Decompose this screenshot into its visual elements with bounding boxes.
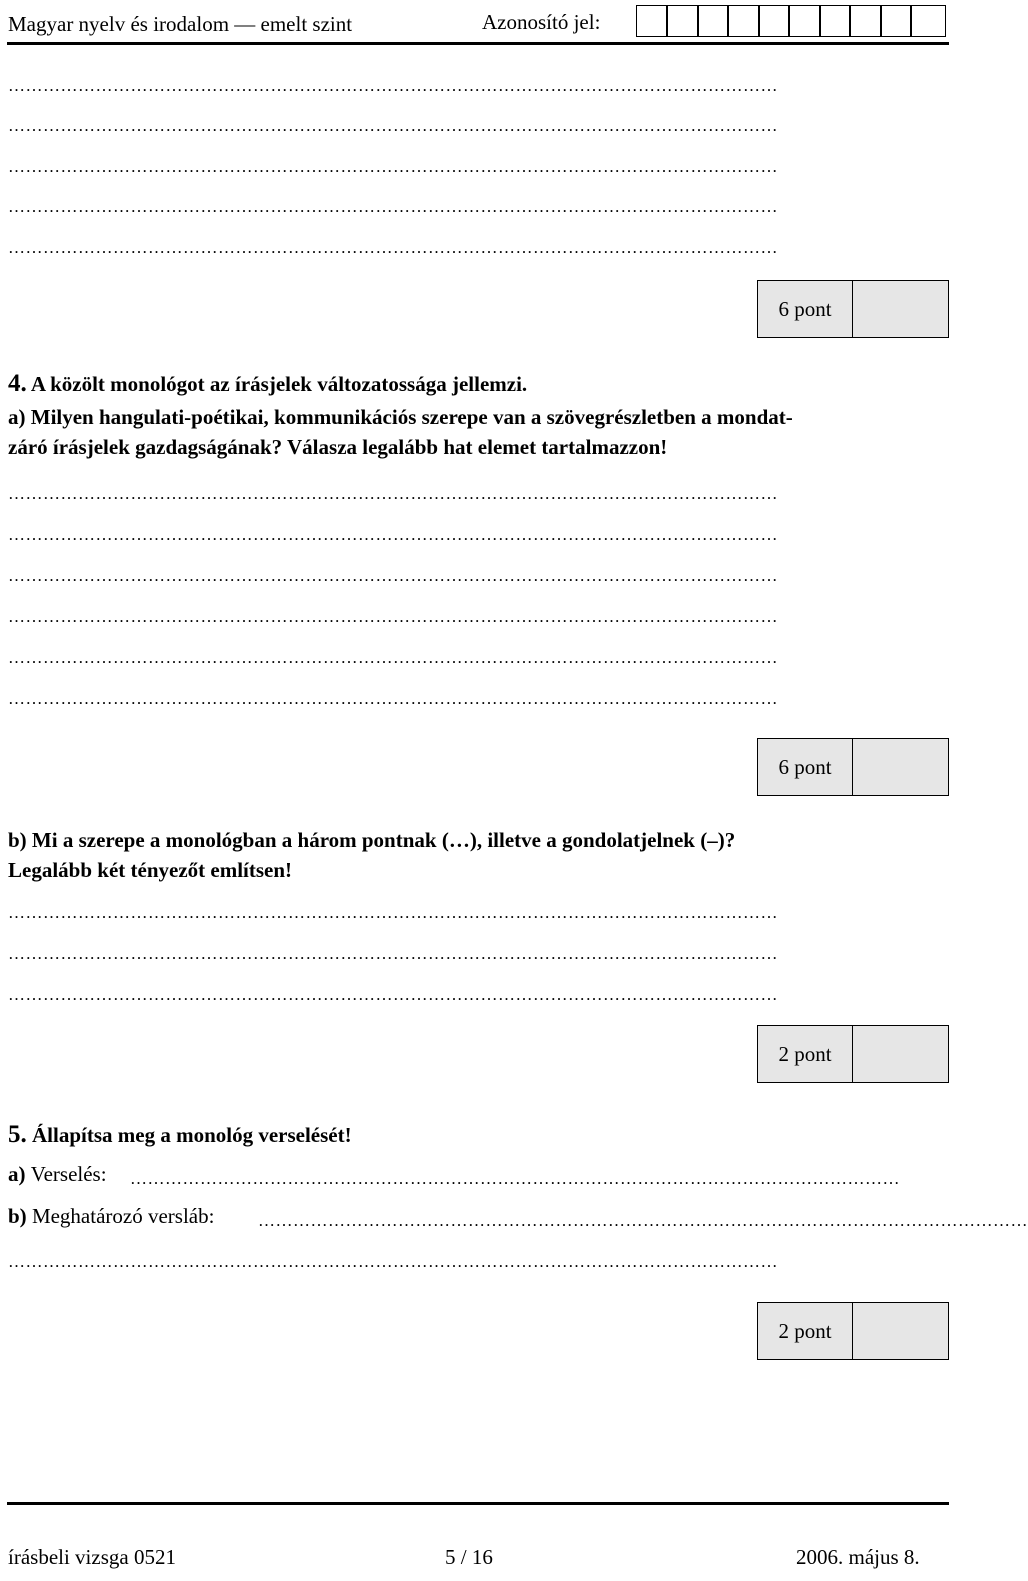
id-label: Azonosító jel: xyxy=(482,10,601,34)
question-number: 5. xyxy=(8,1121,27,1148)
score-entry[interactable] xyxy=(852,1025,949,1083)
answer-line[interactable]: …………………………………………………………………………………………………………………… xyxy=(258,1211,1028,1230)
id-box[interactable] xyxy=(820,5,850,37)
question-4b-line1: b) Mi a szerepe a monológban a három pontnak (…), illetve a gondolatjelnek (–)? xyxy=(8,828,736,852)
question-4a-line1: a) Milyen hangulati-poétikai, kommunikációs szerepe van a szövegrészletben a mondat- xyxy=(8,405,793,429)
item-prefix: b) xyxy=(8,1204,27,1228)
score-entry[interactable] xyxy=(852,1302,949,1360)
question-title: A közölt monológot az írásjelek változatossága jellemzi. xyxy=(30,372,528,396)
answer-line[interactable]: …………………………………………………………………………………………………………………… xyxy=(8,689,778,708)
answer-line[interactable]: …………………………………………………………………………………………………………………… xyxy=(8,1252,778,1271)
question-5-heading xyxy=(8,1121,352,1149)
score-entry[interactable] xyxy=(852,738,949,796)
question-title: Állapítsa meg a monológ verselését! xyxy=(32,1123,352,1147)
score-box xyxy=(757,280,949,338)
question-4a-line2: záró írásjelek gazdagságának? Válasza legalább hat elemet tartalmazzon! xyxy=(8,435,668,459)
score-box xyxy=(757,738,949,796)
answer-line[interactable]: …………………………………………………………………………………………………………………… xyxy=(8,985,778,1004)
score-box xyxy=(757,1025,949,1083)
answer-line[interactable]: …………………………………………………………………………………………………………………… xyxy=(8,525,778,544)
id-box[interactable] xyxy=(667,5,698,37)
answer-line[interactable]: …………………………………………………………………………………………………………………… xyxy=(8,197,778,216)
id-box[interactable] xyxy=(698,5,728,37)
id-box[interactable] xyxy=(759,5,789,37)
answer-line[interactable]: …………………………………………………………………………………………………………………… xyxy=(8,157,778,176)
footer-exam-id: írásbeli vizsga 0521 xyxy=(8,1545,176,1569)
item-prefix: a) xyxy=(8,1162,26,1186)
answer-line[interactable]: …………………………………………………………………………………………………………………… xyxy=(8,484,778,503)
score-label: 6 pont xyxy=(757,738,853,796)
answer-line[interactable]: …………………………………………………………………………………………………………………… xyxy=(130,1169,900,1188)
item-label: Verselés: xyxy=(30,1162,107,1186)
item-label: Meghatározó versláb: xyxy=(31,1204,215,1228)
id-box[interactable] xyxy=(911,5,946,37)
answer-line[interactable]: …………………………………………………………………………………………………………………… xyxy=(8,238,778,257)
answer-line[interactable]: …………………………………………………………………………………………………………………… xyxy=(8,607,778,626)
question-4b-line2: Legalább két tényezőt említsen! xyxy=(8,858,293,882)
answer-line[interactable]: …………………………………………………………………………………………………………………… xyxy=(8,903,778,922)
score-label: 6 pont xyxy=(757,280,853,338)
answer-line[interactable]: …………………………………………………………………………………………………………………… xyxy=(8,76,778,95)
footer-page-number: 5 / 16 xyxy=(445,1545,493,1569)
question-5b xyxy=(8,1204,214,1229)
footer-date: 2006. május 8. xyxy=(796,1545,920,1569)
id-box[interactable] xyxy=(636,5,667,37)
question-number: 4. xyxy=(8,370,27,397)
subject-header: Magyar nyelv és irodalom — emelt szint xyxy=(8,12,353,36)
footer-rule xyxy=(7,1502,949,1505)
id-box[interactable] xyxy=(789,5,820,37)
answer-line[interactable]: …………………………………………………………………………………………………………………… xyxy=(8,648,778,667)
id-box[interactable] xyxy=(728,5,759,37)
score-entry[interactable] xyxy=(852,280,949,338)
id-box[interactable] xyxy=(850,5,881,37)
score-label: 2 pont xyxy=(757,1025,853,1083)
answer-line[interactable]: …………………………………………………………………………………………………………………… xyxy=(8,944,778,963)
score-box xyxy=(757,1302,949,1360)
question-4-heading xyxy=(8,370,527,398)
id-box[interactable] xyxy=(881,5,911,37)
answer-line[interactable]: …………………………………………………………………………………………………………………… xyxy=(8,116,778,135)
answer-line[interactable]: …………………………………………………………………………………………………………………… xyxy=(8,566,778,585)
score-label: 2 pont xyxy=(757,1302,853,1360)
question-5a xyxy=(8,1162,107,1187)
header-rule xyxy=(7,42,949,45)
